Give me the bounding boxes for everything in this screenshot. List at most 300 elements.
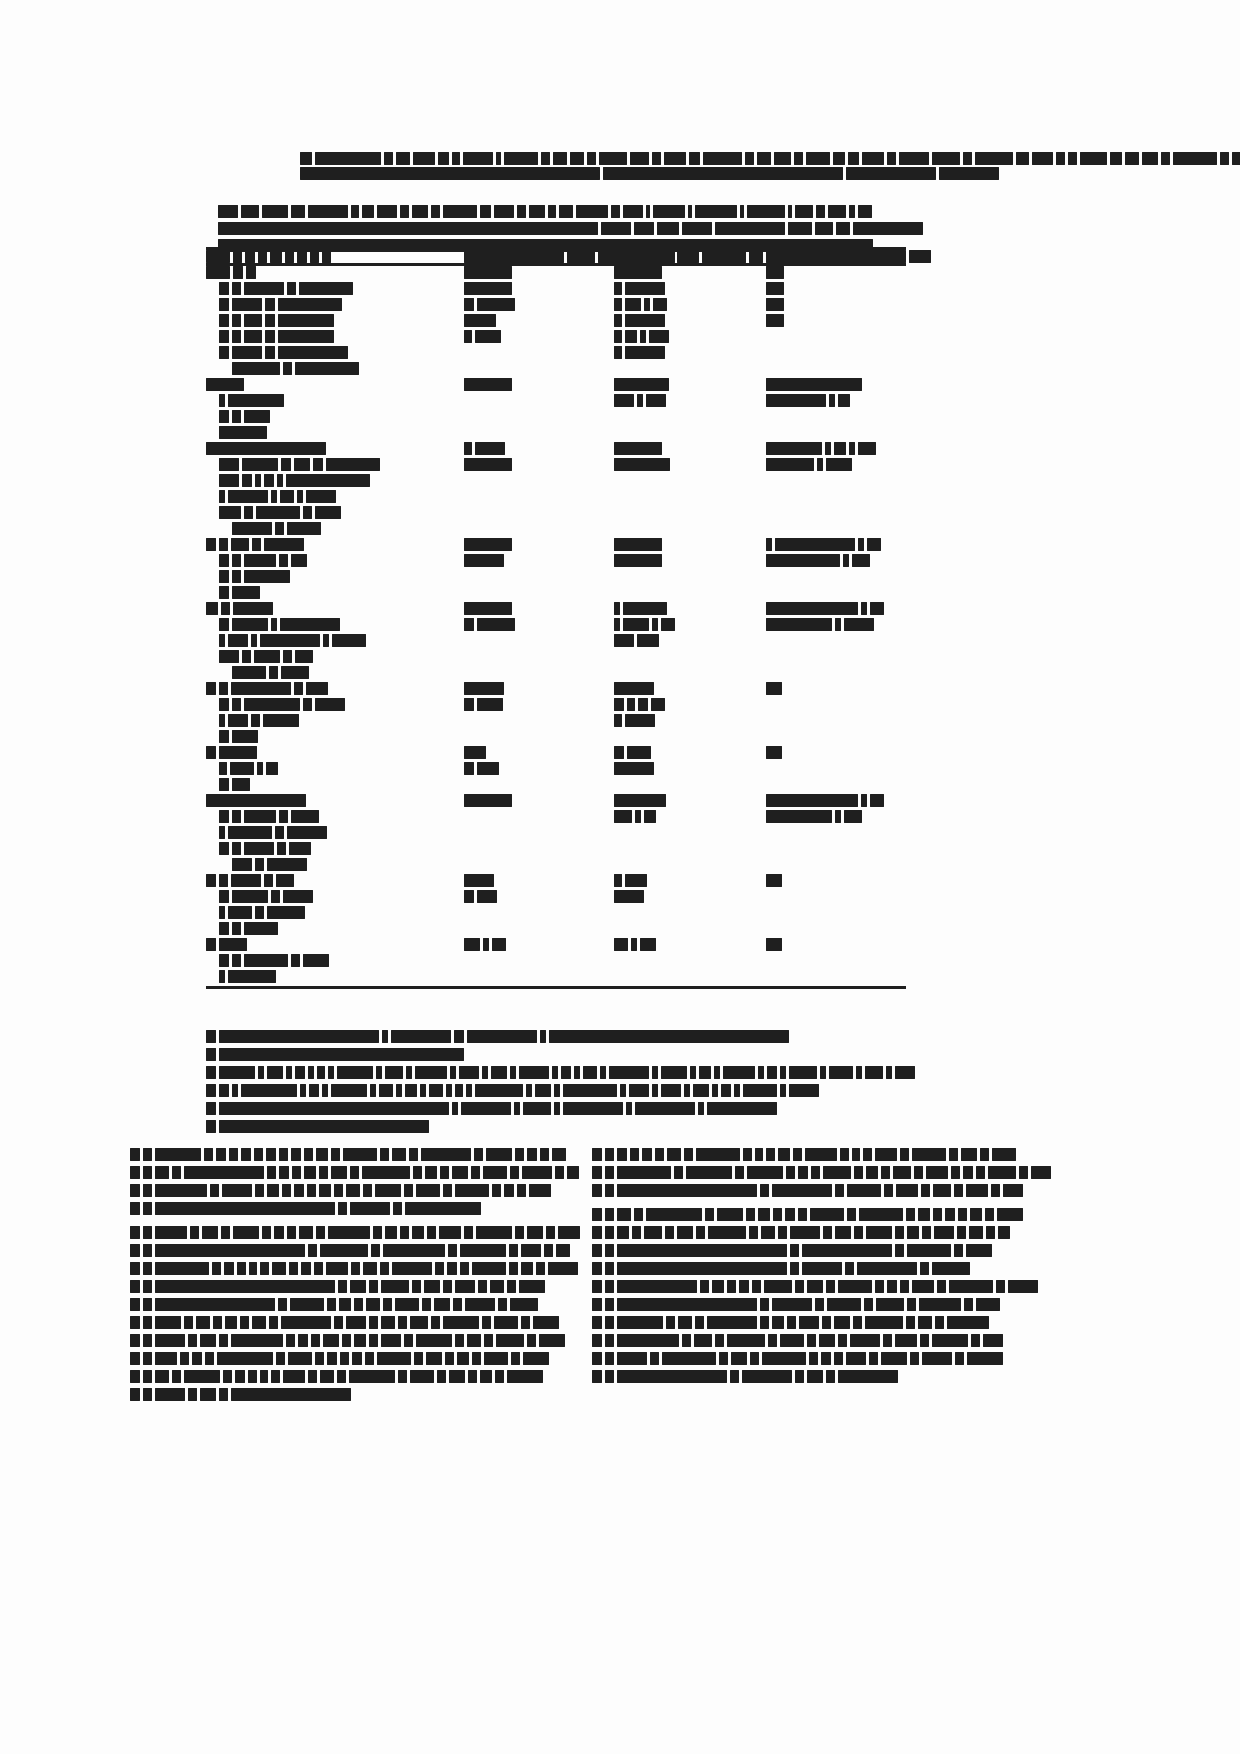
redaction-bar bbox=[823, 1166, 851, 1179]
redaction-bar bbox=[303, 698, 312, 711]
redacted-text-line bbox=[206, 346, 464, 359]
redaction-bar bbox=[795, 1280, 804, 1293]
redacted-text-line bbox=[464, 266, 614, 279]
redaction-bar bbox=[425, 1166, 437, 1179]
redaction-bar bbox=[614, 938, 628, 951]
redaction-bar bbox=[416, 1334, 452, 1347]
redaction-bar bbox=[822, 1316, 831, 1329]
redaction-bar bbox=[414, 1352, 423, 1365]
redaction-bar bbox=[515, 1226, 524, 1239]
redaction-bar bbox=[244, 330, 262, 343]
redaction-bar bbox=[438, 152, 449, 165]
redaction-bar bbox=[206, 1048, 216, 1061]
redaction-bar bbox=[231, 1388, 351, 1401]
redaction-bar bbox=[696, 1148, 740, 1161]
redaction-bar bbox=[206, 378, 244, 391]
redacted-text-line bbox=[206, 394, 464, 407]
redaction-bar bbox=[614, 810, 632, 823]
redaction-bar bbox=[939, 167, 999, 180]
redaction-bar bbox=[439, 1226, 461, 1239]
redaction-bar bbox=[130, 1184, 140, 1197]
redaction-bar bbox=[826, 458, 852, 471]
redaction-bar bbox=[319, 1184, 331, 1197]
redaction-bar bbox=[294, 458, 310, 471]
table-rule-botrule bbox=[206, 988, 906, 990]
redaction-bar bbox=[271, 890, 280, 903]
redaction-bar bbox=[475, 1084, 523, 1097]
redaction-bar bbox=[829, 1066, 853, 1079]
redaction-bar bbox=[477, 698, 503, 711]
redacted-text-line bbox=[206, 682, 464, 695]
redaction-bar bbox=[395, 1298, 419, 1311]
redaction-bar bbox=[229, 1148, 238, 1161]
redacted-text-line bbox=[464, 794, 614, 807]
redaction-bar bbox=[603, 167, 843, 180]
redaction-bar bbox=[766, 746, 782, 759]
redaction-bar bbox=[535, 1084, 551, 1097]
redaction-bar bbox=[605, 1244, 614, 1257]
redacted-text-line bbox=[614, 714, 766, 727]
redaction-bar bbox=[283, 650, 292, 663]
redaction-bar bbox=[426, 1352, 442, 1365]
redaction-bar bbox=[651, 698, 665, 711]
redaction-bar bbox=[464, 458, 512, 471]
redaction-bar bbox=[912, 1148, 946, 1161]
redacted-text-line bbox=[766, 938, 906, 951]
redaction-bar bbox=[392, 1262, 432, 1275]
redaction-bar bbox=[279, 1166, 289, 1179]
redaction-bar bbox=[241, 1084, 297, 1097]
redaction-bar bbox=[213, 1316, 222, 1329]
redaction-bar bbox=[267, 1184, 279, 1197]
redaction-bar bbox=[742, 1370, 792, 1383]
redacted-text-line bbox=[130, 1226, 548, 1239]
redaction-bar bbox=[219, 346, 229, 359]
redaction-bar bbox=[278, 1298, 287, 1311]
redaction-bar bbox=[646, 1208, 702, 1221]
table-cell-value-3 bbox=[766, 682, 906, 746]
redaction-bar bbox=[760, 1298, 769, 1311]
redaction-bar bbox=[617, 1280, 697, 1293]
redaction-bar bbox=[363, 1262, 377, 1275]
redaction-bar bbox=[396, 152, 410, 165]
redaction-bar bbox=[354, 1298, 363, 1311]
redaction-bar bbox=[795, 1370, 804, 1383]
redaction-bar bbox=[592, 1370, 602, 1383]
redaction-bar bbox=[690, 1066, 696, 1079]
redaction-bar bbox=[605, 1262, 614, 1275]
redaction-bar bbox=[267, 906, 305, 919]
redaction-bar bbox=[652, 1084, 658, 1097]
redacted-text-line bbox=[206, 1120, 906, 1133]
redaction-bar bbox=[443, 1316, 479, 1329]
redaction-bar bbox=[644, 810, 656, 823]
redaction-bar bbox=[350, 1202, 390, 1215]
redaction-bar bbox=[558, 1226, 580, 1239]
redacted-text-line bbox=[464, 874, 614, 887]
redaction-bar bbox=[480, 205, 491, 218]
redaction-bar bbox=[614, 442, 662, 455]
redaction-bar bbox=[219, 970, 225, 983]
redaction-bar bbox=[862, 152, 884, 165]
redaction-bar bbox=[244, 842, 274, 855]
redaction-bar bbox=[206, 794, 306, 807]
redaction-bar bbox=[262, 1226, 271, 1239]
redaction-bar bbox=[206, 266, 230, 279]
redaction-bar bbox=[291, 1148, 301, 1161]
redaction-bar bbox=[155, 1166, 169, 1179]
redaction-bar bbox=[561, 1066, 571, 1079]
redaction-bar bbox=[786, 1166, 795, 1179]
redaction-bar bbox=[523, 1352, 549, 1365]
redaction-bar bbox=[773, 1208, 782, 1221]
redaction-bar bbox=[883, 1334, 892, 1347]
table-cell-value-3 bbox=[766, 874, 906, 938]
redaction-bar bbox=[864, 1298, 873, 1311]
redacted-text-line bbox=[464, 282, 614, 295]
redaction-bar bbox=[260, 1370, 268, 1383]
redacted-text-line bbox=[614, 794, 766, 807]
redaction-bar bbox=[967, 1352, 1003, 1365]
redaction-bar bbox=[464, 250, 564, 263]
redaction-bar bbox=[576, 205, 608, 218]
redaction-bar bbox=[337, 1066, 373, 1079]
redaction-bar bbox=[219, 890, 229, 903]
redaction-bar bbox=[919, 1298, 961, 1311]
redaction-bar bbox=[731, 1352, 747, 1365]
redaction-bar bbox=[642, 1148, 652, 1161]
redaction-bar bbox=[244, 570, 290, 583]
redaction-bar bbox=[464, 442, 472, 455]
redaction-bar bbox=[510, 1298, 538, 1311]
redacted-text-line bbox=[766, 282, 906, 295]
redaction-bar bbox=[472, 1262, 506, 1275]
redaction-bar bbox=[766, 618, 832, 631]
redaction-bar bbox=[306, 490, 336, 503]
redaction-bar bbox=[780, 1066, 786, 1079]
redaction-bar bbox=[526, 1084, 532, 1097]
redaction-bar bbox=[190, 1226, 199, 1239]
redaction-bar bbox=[384, 152, 393, 165]
redaction-bar bbox=[935, 1316, 944, 1329]
redaction-bar bbox=[431, 1316, 440, 1329]
redaction-bar bbox=[540, 1030, 546, 1043]
redaction-bar bbox=[454, 1030, 464, 1043]
redaction-bar bbox=[422, 1298, 431, 1311]
redaction-bar bbox=[617, 1184, 757, 1197]
table-cell-value-3 bbox=[766, 538, 906, 602]
redacted-text-line bbox=[206, 410, 464, 423]
redaction-bar bbox=[206, 1066, 216, 1079]
redaction-bar bbox=[409, 1148, 418, 1161]
redaction-bar bbox=[614, 378, 669, 391]
redaction-bar bbox=[262, 205, 288, 218]
redaction-bar bbox=[143, 1166, 152, 1179]
redaction-bar bbox=[712, 1280, 724, 1293]
redaction-bar bbox=[206, 442, 326, 455]
redaction-bar bbox=[1031, 1166, 1051, 1179]
redaction-bar bbox=[810, 1208, 844, 1221]
redaction-bar bbox=[752, 1280, 761, 1293]
redaction-bar bbox=[640, 938, 656, 951]
redaction-bar bbox=[727, 1280, 736, 1293]
redaction-bar bbox=[627, 746, 651, 759]
redaction-bar bbox=[623, 205, 643, 218]
redaction-bar bbox=[1173, 152, 1217, 165]
redaction-bar bbox=[130, 1280, 140, 1293]
table-cell-value-1 bbox=[464, 602, 614, 682]
redaction-bar bbox=[301, 1262, 311, 1275]
redaction-bar bbox=[289, 842, 311, 855]
redaction-bar bbox=[323, 634, 329, 647]
redaction-bar bbox=[614, 282, 622, 295]
redaction-bar bbox=[280, 618, 340, 631]
redaction-bar bbox=[241, 205, 259, 218]
redaction-bar bbox=[719, 1352, 728, 1365]
redaction-bar bbox=[206, 1030, 216, 1043]
redaction-bar bbox=[219, 778, 229, 791]
redaction-bar bbox=[440, 1166, 449, 1179]
redaction-bar bbox=[291, 810, 319, 823]
redacted-text-line bbox=[464, 698, 614, 711]
redacted-text-line bbox=[592, 1208, 1010, 1221]
redacted-text-line bbox=[464, 890, 614, 903]
redaction-bar bbox=[875, 1280, 884, 1293]
redaction-bar bbox=[244, 506, 253, 519]
redaction-bar bbox=[721, 1084, 731, 1097]
redacted-text-line bbox=[206, 330, 464, 343]
table-cell-value-3 bbox=[766, 602, 906, 682]
redaction-bar bbox=[723, 1066, 755, 1079]
redacted-text-line bbox=[206, 762, 464, 775]
redaction-bar bbox=[625, 314, 665, 327]
redaction-bar bbox=[272, 1262, 286, 1275]
redacted-text-line bbox=[206, 314, 464, 327]
redaction-bar bbox=[650, 1352, 659, 1365]
redaction-bar bbox=[625, 330, 637, 343]
redaction-bar bbox=[339, 1298, 351, 1311]
redaction-bar bbox=[245, 250, 255, 263]
redaction-bar bbox=[300, 167, 600, 180]
redaction-bar bbox=[464, 1226, 473, 1239]
redaction-bar bbox=[1056, 152, 1065, 165]
redacted-text-line bbox=[592, 1226, 1010, 1239]
redaction-bar bbox=[231, 874, 261, 887]
redaction-bar bbox=[130, 1298, 140, 1311]
redaction-bar bbox=[570, 152, 584, 165]
redaction-bar bbox=[859, 1208, 903, 1221]
redaction-bar bbox=[235, 1370, 245, 1383]
redaction-bar bbox=[766, 682, 782, 695]
redaction-bar bbox=[605, 1148, 614, 1161]
redaction-bar bbox=[695, 1316, 704, 1329]
redaction-bar bbox=[212, 1262, 221, 1275]
redaction-bar bbox=[222, 1184, 252, 1197]
redaction-bar bbox=[472, 1352, 481, 1365]
redaction-bar bbox=[678, 1316, 692, 1329]
redaction-bar bbox=[205, 1352, 214, 1365]
redaction-bar bbox=[846, 1352, 866, 1365]
redaction-bar bbox=[826, 1280, 835, 1293]
redaction-bar bbox=[228, 906, 252, 919]
redaction-bar bbox=[521, 1316, 530, 1329]
table-row-label bbox=[206, 602, 464, 682]
redaction-bar bbox=[521, 1244, 541, 1257]
redaction-bar bbox=[206, 1084, 216, 1097]
redaction-bar bbox=[614, 330, 622, 343]
redaction-bar bbox=[802, 1244, 892, 1257]
redaction-bar bbox=[275, 522, 284, 535]
redacted-text-line bbox=[464, 538, 614, 551]
col-header-value-2 bbox=[614, 250, 766, 265]
redaction-bar bbox=[835, 618, 841, 631]
redaction-bar bbox=[244, 954, 288, 967]
redaction-bar bbox=[644, 1226, 662, 1239]
redaction-bar bbox=[219, 282, 229, 295]
redaction-bar bbox=[852, 554, 870, 567]
redaction-bar bbox=[785, 1208, 795, 1221]
redacted-text-line bbox=[614, 458, 766, 471]
table-row-5 bbox=[206, 602, 906, 682]
redaction-bar bbox=[457, 1352, 469, 1365]
redaction-bar bbox=[634, 1208, 643, 1221]
redaction-bar bbox=[780, 1084, 786, 1097]
redaction-bar bbox=[460, 1262, 469, 1275]
redacted-text-line bbox=[766, 266, 906, 279]
redaction-bar bbox=[684, 1148, 693, 1161]
redaction-bar bbox=[527, 1334, 536, 1347]
redaction-bar bbox=[313, 458, 323, 471]
redacted-text-line bbox=[766, 618, 906, 631]
redaction-bar bbox=[328, 1226, 370, 1239]
redacted-text-line bbox=[206, 298, 464, 311]
redaction-bar bbox=[540, 1148, 549, 1161]
redacted-text-line bbox=[766, 442, 906, 455]
redaction-bar bbox=[464, 602, 512, 615]
redaction-bar bbox=[696, 1226, 705, 1239]
redaction-bar bbox=[682, 222, 712, 235]
redaction-bar bbox=[574, 1066, 580, 1079]
redaction-bar bbox=[838, 1334, 847, 1347]
redaction-bar bbox=[450, 1066, 456, 1079]
redaction-bar bbox=[233, 1226, 259, 1239]
redaction-bar bbox=[130, 1334, 140, 1347]
redaction-bar bbox=[666, 1316, 675, 1329]
redaction-bar bbox=[922, 1226, 931, 1239]
redaction-bar bbox=[303, 954, 329, 967]
redaction-bar bbox=[412, 1280, 421, 1293]
table-cell-value-1 bbox=[464, 938, 614, 988]
redaction-bar bbox=[308, 1066, 314, 1079]
redaction-bar bbox=[260, 634, 320, 647]
redacted-text-line bbox=[592, 1166, 1010, 1179]
redacted-text-line bbox=[130, 1370, 548, 1383]
redaction-bar bbox=[385, 1226, 397, 1239]
redaction-bar bbox=[625, 714, 655, 727]
redaction-bar bbox=[614, 874, 622, 887]
redacted-text-line bbox=[614, 538, 766, 551]
redaction-bar bbox=[1008, 1280, 1038, 1293]
redaction-bar bbox=[482, 1316, 491, 1329]
redaction-bar bbox=[857, 1262, 917, 1275]
redacted-text-line bbox=[218, 205, 890, 218]
redaction-bar bbox=[519, 1066, 549, 1079]
redaction-bar bbox=[646, 205, 650, 218]
redaction-bar bbox=[527, 1148, 537, 1161]
redaction-bar bbox=[383, 1298, 392, 1311]
redaction-bar bbox=[241, 1148, 251, 1161]
redaction-bar bbox=[521, 1262, 533, 1275]
redaction-bar bbox=[854, 1226, 863, 1239]
redaction-bar bbox=[664, 152, 686, 165]
redaction-bar bbox=[684, 1084, 690, 1097]
redaction-bar bbox=[766, 458, 814, 471]
redaction-bar bbox=[910, 1352, 919, 1365]
redaction-bar bbox=[844, 618, 874, 631]
redacted-text-line bbox=[130, 1316, 548, 1329]
redaction-bar bbox=[991, 1184, 1000, 1197]
redaction-bar bbox=[805, 1148, 837, 1161]
redaction-bar bbox=[623, 602, 667, 615]
redaction-bar bbox=[232, 346, 262, 359]
redaction-bar bbox=[232, 666, 266, 679]
redaction-bar bbox=[828, 205, 846, 218]
redaction-bar bbox=[715, 1334, 724, 1347]
redaction-bar bbox=[653, 298, 667, 311]
redaction-bar bbox=[188, 1334, 197, 1347]
redaction-bar bbox=[605, 1370, 614, 1383]
redaction-bar bbox=[143, 1298, 152, 1311]
redaction-bar bbox=[412, 205, 428, 218]
redaction-bar bbox=[853, 1316, 862, 1329]
redacted-text-line bbox=[592, 1298, 1010, 1311]
right-column bbox=[592, 1148, 1010, 1412]
redaction-bar bbox=[838, 394, 850, 407]
redacted-text-line bbox=[130, 1166, 548, 1179]
redaction-bar bbox=[219, 746, 257, 759]
redaction-bar bbox=[464, 890, 474, 903]
redaction-bar bbox=[766, 794, 858, 807]
redaction-bar bbox=[443, 1184, 452, 1197]
redaction-bar bbox=[228, 394, 284, 407]
redaction-bar bbox=[406, 1066, 412, 1079]
redaction-bar bbox=[772, 1298, 812, 1311]
redaction-bar bbox=[895, 1066, 915, 1079]
redaction-bar bbox=[283, 362, 292, 375]
redaction-bar bbox=[766, 314, 784, 327]
redaction-bar bbox=[230, 762, 254, 775]
redaction-bar bbox=[694, 1334, 712, 1347]
redaction-bar bbox=[494, 1316, 518, 1329]
redaction-bar bbox=[887, 152, 896, 165]
table-cell-value-1 bbox=[464, 378, 614, 442]
redaction-bar bbox=[605, 1226, 614, 1239]
redaction-bar bbox=[798, 1166, 808, 1179]
redaction-bar bbox=[767, 1066, 777, 1079]
redaction-bar bbox=[244, 554, 276, 567]
redaction-bar bbox=[308, 205, 348, 218]
table-cell-value-2 bbox=[614, 746, 766, 794]
redaction-bar bbox=[605, 1184, 614, 1197]
col-header-value-3 bbox=[766, 250, 906, 265]
redaction-bar bbox=[327, 1352, 337, 1365]
redaction-bar bbox=[827, 1298, 861, 1311]
redacted-text-line bbox=[614, 874, 766, 887]
redaction-bar bbox=[452, 1166, 468, 1179]
table-row-label bbox=[206, 538, 464, 602]
redaction-bar bbox=[677, 1226, 693, 1239]
redaction-bar bbox=[614, 602, 620, 615]
